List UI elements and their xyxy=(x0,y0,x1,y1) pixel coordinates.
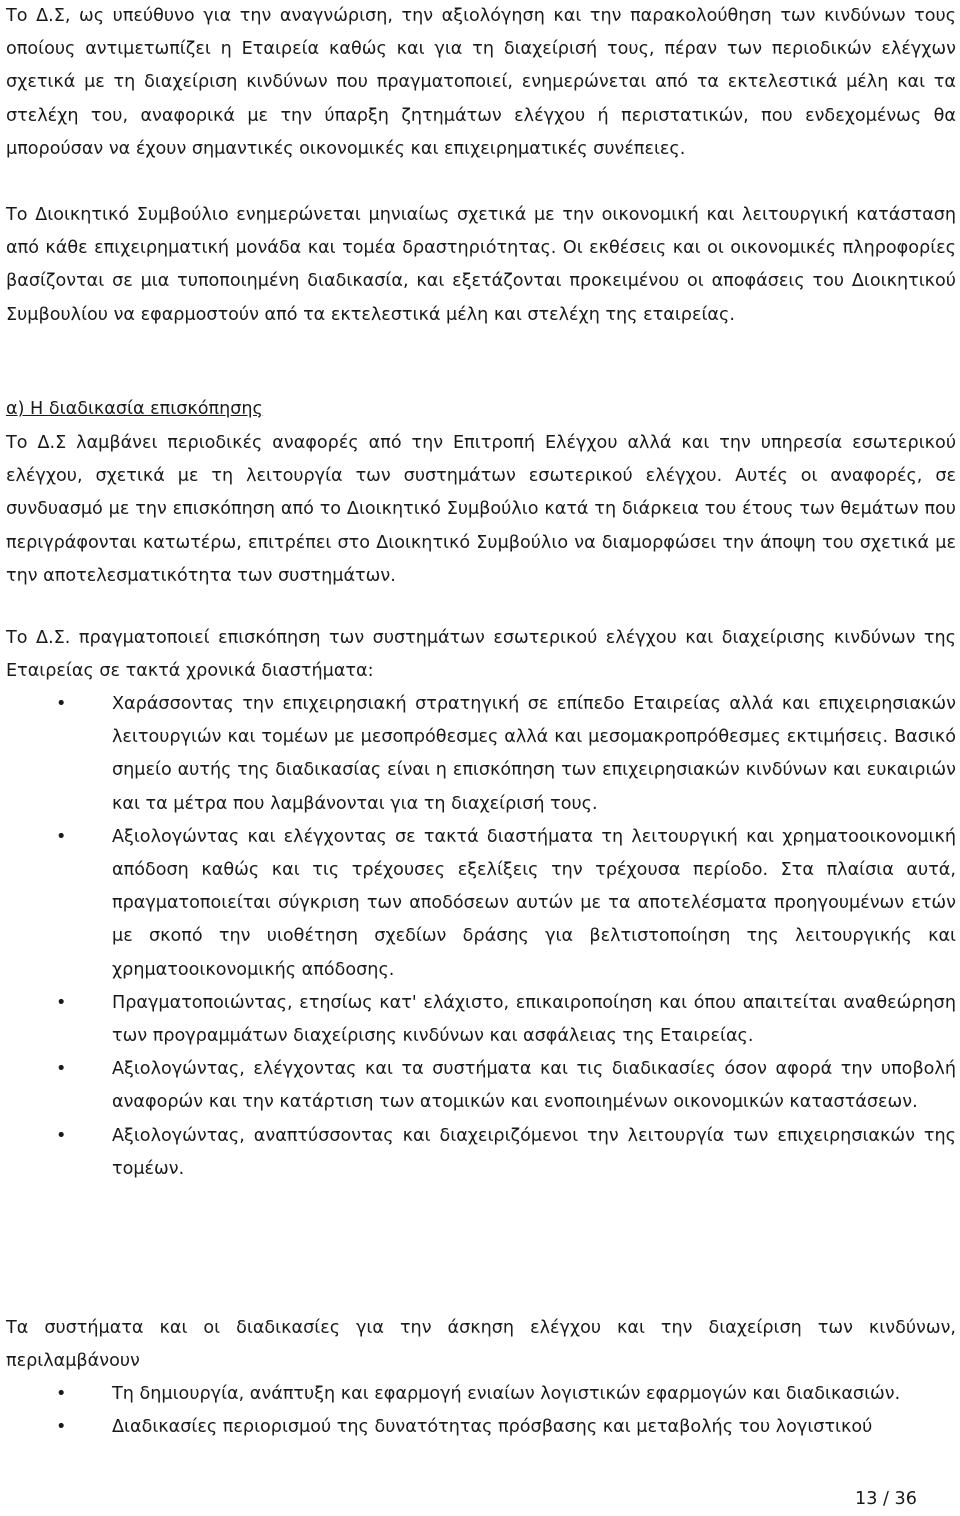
list-item-text: Αξιολογώντας και ελέγχοντας σε τακτά διαστήματα τη λειτουργική και χρηματοοικονομική απόδοση καθώς και τις τρέχουσες εξελίξεις την τρέχουσα περίοδο. Στα πλαίσια αυτά, πραγματοποιείται σύγκριση των αποδόσεων αυτών με τα αποτελέσματα προηγουμένων ετών με σκοπό την υιοθέτηση σχεδίων δράσης για βελτιστοποίηση της λειτουργικής και χρηματοοικονομικής απόδοσης. xyxy=(112,826,956,980)
list-item xyxy=(6,1411,956,1444)
section-heading-review-process: α) Η διαδικασία επισκόπησης xyxy=(6,399,263,419)
paragraph-monthly-reporting: Το Διοικητικό Συμβούλιο ενημερώνεται μηνιαίως σχετικά με την οικονομική και λειτουργική κατάσταση από κάθε επιχειρηματική μονάδα και τομέα δραστηριότητας. Οι εκθέσεις και οι οικονομικές πληροφορίες βασίζονται σε μια τυποποιημένη διαδικασία, και εξετάζονται προκειμένου οι αποφάσεις του Διοικητικού Συμβουλίου να εφαρμοστούν από τα εκτελεστικά μέλη και στελέχη της εταιρείας. xyxy=(6,205,956,325)
bullet-icon: • xyxy=(56,826,67,847)
list-item xyxy=(6,1378,956,1411)
list-item xyxy=(6,688,956,821)
paragraph-review-intro: Το Δ.Σ. πραγματοποιεί επισκόπηση των συστημάτων εσωτερικού ελέγχου και διαχείρισης κινδύνων της Εταιρείας σε τακτά χρονικά διαστήματα: xyxy=(6,628,956,682)
list-item-text: Αξιολογώντας, αναπτύσσοντας και διαχειριζόμενοι την λειτουργία των επιχειρησιακών της τομέων. xyxy=(112,1125,956,1179)
paragraph-audit-reports: Το Δ.Σ λαμβάνει περιοδικές αναφορές από την Επιτροπή Ελέγχου αλλά και την υπηρεσία εσωτερικού ελέγχου, σχετικά με τη λειτουργία των συστημάτων εσωτερικού ελέγχου. Αυτές οι αναφορές, σε συνδυασμό με την επισκόπηση από το Διοικητικό Συμβούλιο κατά τη διάρκεια του έτους των θεμάτων που περιγράφονται κατωτέρω, επιτρέπει στο Διοικητικό Συμβούλιο να διαμορφώσει την άποψη του σχετικά με την αποτελεσματικότητα των συστημάτων. xyxy=(6,433,956,586)
list-item xyxy=(6,821,956,987)
review-activities-list xyxy=(6,688,956,1186)
bullet-icon: • xyxy=(56,1059,67,1080)
bullet-icon: • xyxy=(56,1384,67,1404)
list-item-text: Χαράσσοντας την επιχειρησιακή στρατηγική σε επίπεδο Εταιρείας αλλά και επιχειρησιακών λειτουργιών και τομέων με μεσοπρόθεσμες αλλά και μεσομακροπρόθεσμες εκτιμήσεις. Βασικό σημείο αυτής της διαδικασίας είναι η επισκόπηση των επιχειρησιακών κινδύνων και ευκαιριών και τα μέτρα που λαμβάνονται για τη διαχείρισή τους. xyxy=(112,694,956,814)
list-item xyxy=(6,987,956,1053)
list-item-text: Τη δημιουργία, ανάπτυξη και εφαρμογή ενιαίων λογιστικών εφαρμογών και διαδικασιών. xyxy=(112,1384,901,1404)
paragraph-board-risk-responsibility: Το Δ.Σ, ως υπεύθυνο για την αναγνώριση, την αξιολόγηση και την παρακολούθηση των κινδύνων τους οποίους αντιμετωπίζει η Εταιρεία καθώς και για τη διαχείρισή τους, πέραν των περιοδικών ελέγχων σχετικά με τη διαχείριση κινδύνων που πραγματοποιεί, ενημερώνεται από τα εκτελεστικά μέλη και τα στελέχη του, αναφορικά με την ύπαρξη ζητημάτων ελέγχου ή περιστατικών, που ενδεχομένως θα μπορούσαν να έχουν σημαντικές οικονομικές και επιχειρηματικές συνέπειες. xyxy=(6,6,956,159)
list-item-text: Διαδικασίες περιορισμού της δυνατότητας πρόσβασης και μεταβολής του λογιστικού xyxy=(112,1417,873,1438)
control-systems-list xyxy=(6,1378,956,1444)
list-item-text: Αξιολογώντας, ελέγχοντας και τα συστήματα και τις διαδικασίες όσον αφορά την υποβολή αναφορών και την κατάρτιση των ατομικών και ενοποιημένων οικονομικών καταστάσεων. xyxy=(112,1059,956,1113)
bullet-icon: • xyxy=(56,992,67,1013)
list-item-text: Πραγματοποιώντας, ετησίως κατ' ελάχιστο, επικαιροποίηση και όπου απαιτείται αναθεώρηση των προγραμμάτων διαχείρισης κινδύνων και ασφάλειας της Εταιρείας. xyxy=(112,992,956,1047)
paragraph-control-systems-intro: Τα συστήματα και οι διαδικασίες για την άσκηση ελέγχου και την διαχείριση των κινδύνων, περιλαμβάνουν xyxy=(6,1318,956,1372)
bullet-icon: • xyxy=(56,1125,67,1146)
list-item xyxy=(6,1053,956,1119)
bullet-icon: • xyxy=(56,1417,67,1438)
bullet-icon: • xyxy=(56,694,67,714)
page-number: 13 / 36 xyxy=(855,1489,917,1509)
list-item xyxy=(6,1120,956,1186)
